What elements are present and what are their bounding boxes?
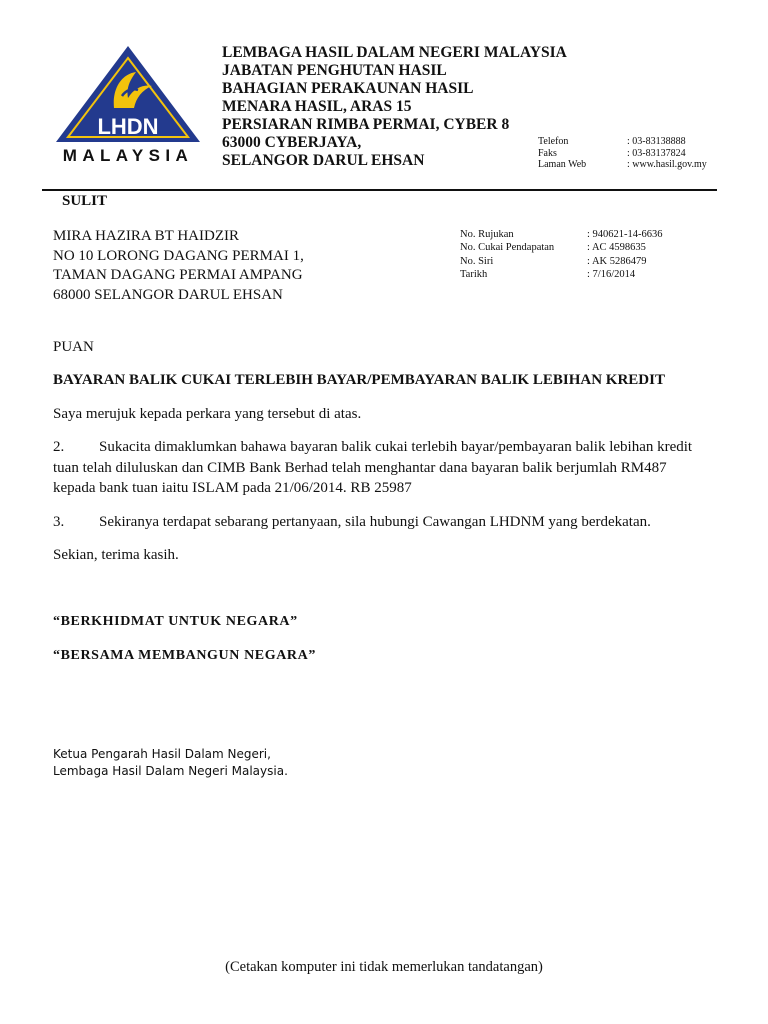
contact-value-phone: : 03-83138888	[627, 136, 686, 147]
recipient-line: NO 10 LORONG DAGANG PERMAI 1,	[53, 247, 304, 264]
closing-line: Sekian, terima kasih.	[53, 547, 179, 563]
paragraph-2	[53, 437, 723, 499]
letterhead-line: 63000 CYBERJAYA,	[222, 134, 362, 151]
letterhead-line: JABATAN PENGHUTAN HASIL	[222, 62, 447, 79]
letterhead-line: PERSIARAN RIMBA PERMAI, CYBER 8	[222, 116, 510, 133]
contact-label: Telefon	[538, 136, 569, 147]
recipient-address	[53, 227, 304, 305]
letterhead-line: SELANGOR DARUL EHSAN	[222, 152, 425, 169]
classification-label: SULIT	[62, 193, 108, 209]
logo-triangle-emblem	[52, 44, 204, 144]
intro-paragraph: Saya merujuk kepada perkara yang tersebut di atas.	[53, 406, 362, 422]
header-divider	[42, 189, 717, 191]
reference-value: : 940621-14-6636	[587, 229, 663, 240]
contact-value-website: : www.hasil.gov.my	[627, 159, 707, 170]
reference-label: No. Cukai Pendapatan	[460, 242, 555, 254]
subject-heading: BAYARAN BALIK CUKAI TERLEBIH BAYAR/PEMBAYARAN BALIK LEBIHAN KREDIT	[53, 372, 665, 388]
logo-country: MALAYSIA	[62, 146, 194, 165]
reference-values	[587, 228, 663, 282]
footer-note: (Cetakan komputer ini tidak memerlukan tandatangan)	[225, 959, 543, 975]
recipient-line: 68000 SELANGOR DARUL EHSAN	[53, 286, 283, 303]
contact-labels	[538, 136, 586, 171]
recipient-line: TAMAN DAGANG PERMAI AMPANG	[53, 267, 303, 283]
paragraph-number: 3.	[53, 514, 65, 530]
lhdn-logo	[52, 44, 204, 166]
logo-acronym: LHDN	[97, 114, 159, 139]
paragraph-3	[53, 512, 651, 533]
reference-label: Tarikh	[460, 269, 488, 281]
slogan-berkhidmat: “BERKHIDMAT UNTUK NEGARA”	[53, 614, 298, 629]
signatory-block	[53, 746, 288, 780]
paragraph-line: tuan telah diluluskan dan CIMB Bank Berhad telah menghantar dana bayaran balik berjumlah RM487	[53, 459, 667, 476]
contact-label: Faks	[538, 147, 557, 159]
reference-label: No. Rujukan	[460, 229, 514, 240]
letterhead-line: LEMBAGA HASIL DALAM NEGERI MALAYSIA	[222, 44, 567, 61]
paragraph-number: 2.	[53, 439, 65, 455]
paragraph-line: Sukacita dimaklumkan bahawa bayaran balik cukai terlebih bayar/pembayaran balik lebihan kredit	[99, 439, 693, 455]
contact-values	[627, 136, 707, 171]
reference-value: : 7/16/2014	[587, 269, 636, 281]
salutation: PUAN	[53, 339, 94, 355]
reference-label: No. Siri	[460, 255, 494, 267]
reference-labels	[460, 228, 554, 282]
contact-label: Laman Web	[538, 159, 587, 170]
paragraph-line: kepada bank tuan iaitu ISLAM pada 21/06/2014. RB 25987	[53, 480, 412, 496]
letterhead-line: MENARA HASIL, ARAS 15	[222, 98, 412, 115]
recipient-line: MIRA HAZIRA BT HAIDZIR	[53, 228, 239, 244]
signatory-line: Ketua Pengarah Hasil Dalam Negeri,	[53, 747, 271, 761]
letterhead-line: BAHAGIAN PERAKAUNAN HASIL	[222, 80, 474, 97]
contact-value-fax: : 03-83137824	[627, 147, 686, 159]
paragraph-text: Sekiranya terdapat sebarang pertanyaan, sila hubungi Cawangan LHDNM yang berdekatan.	[99, 514, 651, 530]
letterhead	[222, 44, 567, 170]
signatory-line: Lembaga Hasil Dalam Negeri Malaysia.	[53, 764, 288, 778]
reference-value: : AK 5286479	[587, 255, 647, 267]
reference-value: : AC 4598635	[587, 242, 646, 254]
slogan-bersama: “BERSAMA MEMBANGUN NEGARA”	[53, 648, 316, 663]
